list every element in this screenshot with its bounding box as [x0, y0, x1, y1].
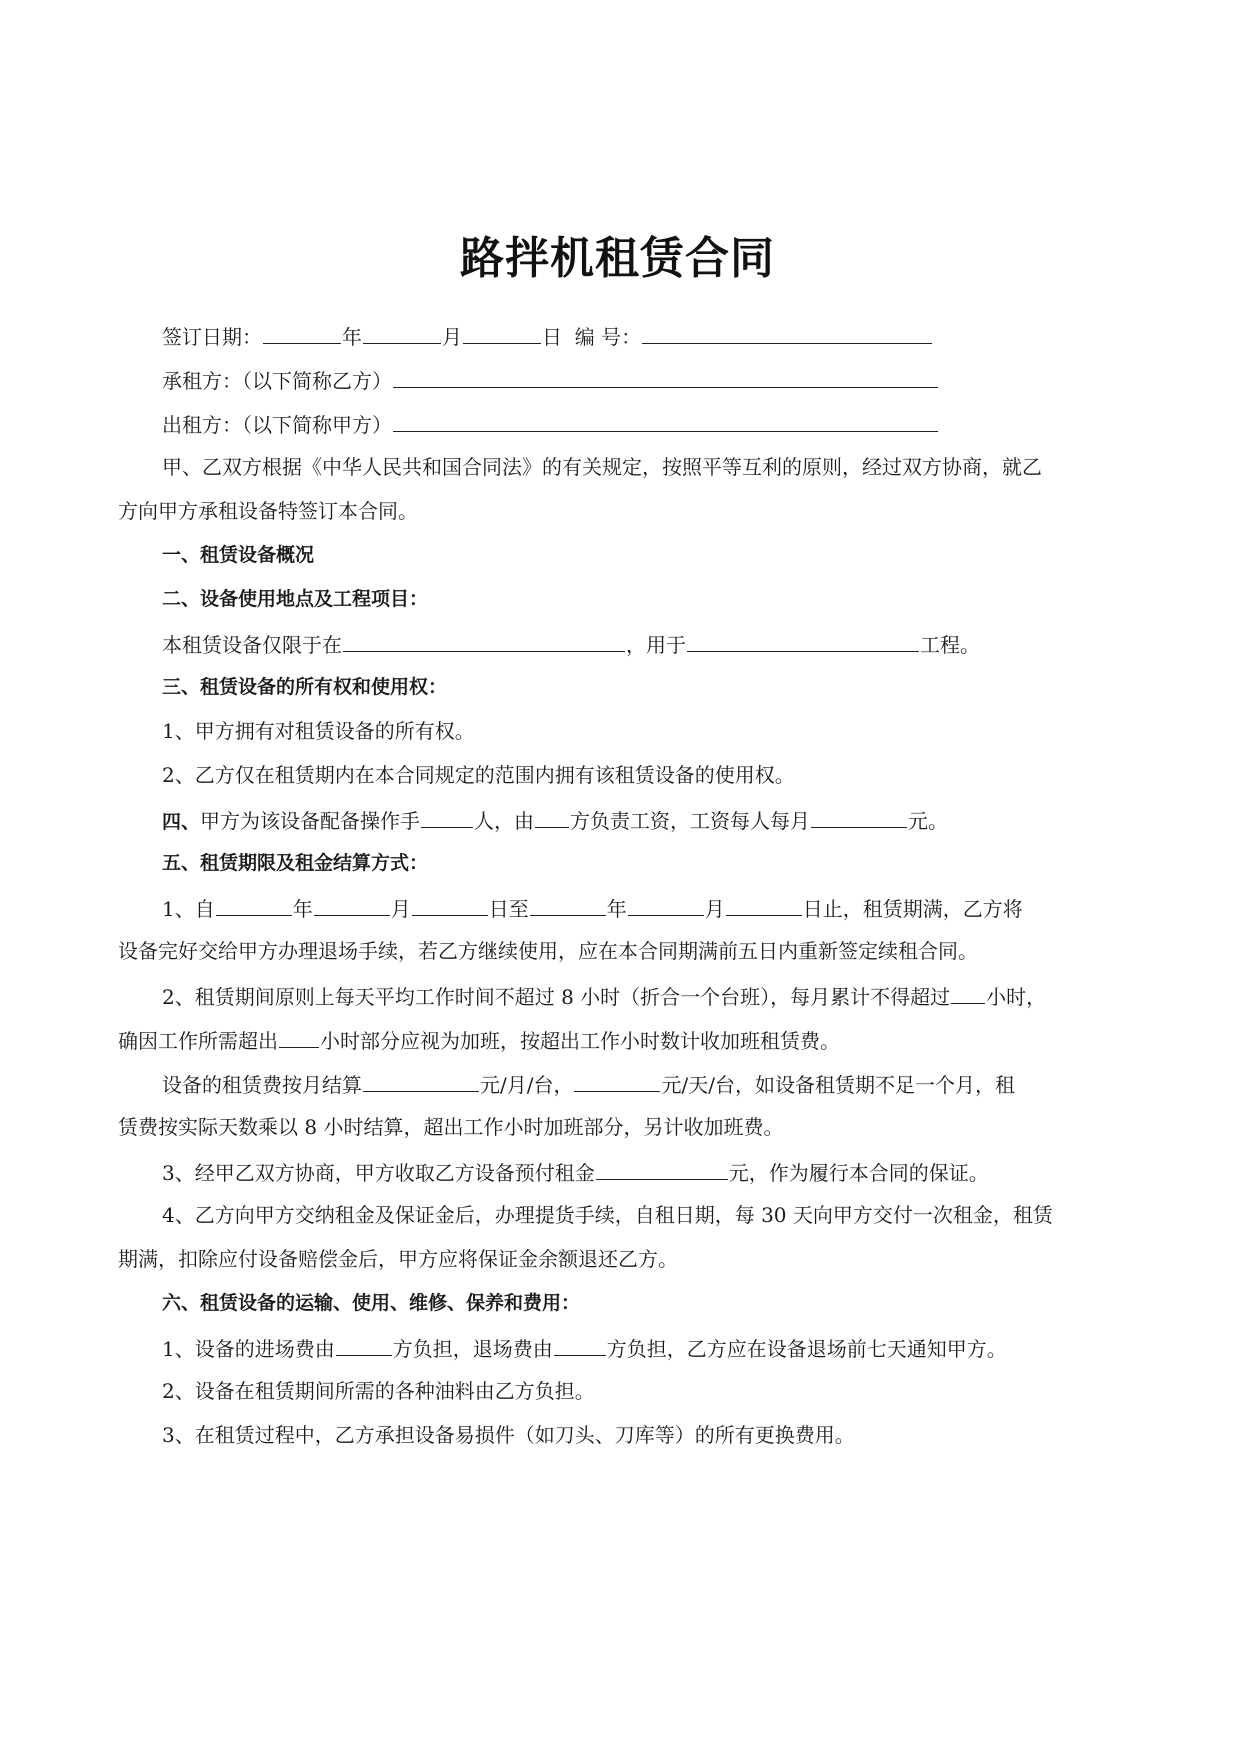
overtime-text: 小时部分应视为加班，按超出工作小时数计收加班租赁费。 [320, 1029, 840, 1053]
hours-limit-label: 2、租赁期间原则上每天平均工作时间不超过 8 小时（折合一个台班），每月累计不得超过 [162, 985, 951, 1009]
section-3-item-2: 2、乙方仅在租赁期内在本合同规定的范围内拥有该租赁设备的使用权。 [162, 763, 795, 787]
exit-fee-party-blank[interactable] [554, 1333, 606, 1356]
monthly-fee-label: 设备的租赁费按月结算 [162, 1073, 362, 1097]
start-day-blank[interactable] [412, 893, 488, 916]
exit-fee-label: 方负担，退场费由 [392, 1337, 553, 1361]
section-5-item-1-cont: 设备完好交给甲方办理退场手续，若乙方继续使用，应在本合同期满前五日内重新签定续租合同。 [118, 939, 978, 963]
section-5-item-4: 4、乙方向甲方交纳租金及保证金后，办理提货手续，自租日期，每 30 天向甲方交付一次租金，租赁 [162, 1203, 1053, 1227]
lessee-label: 承租方：（以下简称乙方） [162, 369, 392, 393]
number-label: 编 号： [574, 325, 642, 349]
year-blank[interactable] [263, 321, 341, 344]
monthly-hours-blank[interactable] [951, 981, 985, 1004]
section-4-text [162, 805, 948, 836]
sign-date-label: 签订日期： [162, 325, 262, 349]
end-year-blank[interactable] [530, 893, 606, 916]
start-month-label: 月 [390, 897, 411, 921]
hours-unit: 小时， [986, 985, 1047, 1009]
lessee-blank[interactable] [393, 365, 938, 388]
daily-fee-unit: 元/天/台，如设备租赁期不足一个月，租 [661, 1073, 1015, 1097]
monthly-fee-unit: 元/月/台， [480, 1073, 574, 1097]
section-5-item-4-cont: 期满，扣除应付设备赔偿金后，甲方应将保证金余额退还乙方。 [118, 1247, 678, 1271]
section-1-heading: 一、租赁设备概况 [162, 544, 315, 566]
end-month-blank[interactable] [628, 893, 704, 916]
year-label: 年 [342, 325, 362, 349]
monthly-fee-blank[interactable] [363, 1069, 479, 1092]
section-4-number: 四、 [162, 811, 201, 833]
lessee-line [162, 365, 939, 395]
section-3-item-1: 1、甲方拥有对租赁设备的所有权。 [162, 719, 475, 743]
deposit-label: 3、经甲乙双方协商，甲方收取乙方设备预付租金 [162, 1161, 595, 1185]
end-day-blank[interactable] [726, 893, 802, 916]
end-month-label: 月 [704, 897, 725, 921]
operator-label: 甲方为该设备配备操作手 [200, 809, 421, 833]
overtime-label: 确因工作所需超出 [118, 1029, 278, 1053]
section-6-item-3: 3、在租赁过程中，乙方承担设备易损件（如刀头、刀库等）的所有更换费用。 [162, 1423, 855, 1447]
wage-unit: 元。 [908, 809, 949, 833]
period-to-label: 日至 [488, 897, 529, 921]
intro-line-2: 方向甲方承租设备特签订本合同。 [118, 499, 418, 523]
day-blank[interactable] [463, 321, 541, 344]
wage-party-label: 人，由 [474, 809, 535, 833]
intro-line-1: 甲、乙双方根据《中华人民共和国合同法》的有关规定，按照平等互利的原则，经过双方协商，就乙 [162, 455, 1042, 479]
month-label: 月 [442, 325, 462, 349]
section-2-heading: 二、设备使用地点及工程项目： [162, 588, 429, 610]
section-6-item-2: 2、设备在租赁期间所需的各种油料由乙方负担。 [162, 1379, 595, 1403]
period-end-label: 日止，租赁期满，乙方将 [802, 897, 1023, 921]
number-blank[interactable] [642, 321, 932, 344]
lessor-blank[interactable] [393, 409, 938, 432]
daily-fee-blank[interactable] [574, 1069, 660, 1092]
month-blank[interactable] [363, 321, 441, 344]
section-6-heading: 六、租赁设备的运输、使用、维修、保养和费用： [162, 1292, 581, 1314]
exit-notice-text: 方负担，乙方应在设备退场前七天通知甲方。 [606, 1337, 1007, 1361]
wage-amount-blank[interactable] [811, 805, 907, 828]
section-5-fee [162, 1069, 1015, 1099]
day-label: 日 [542, 325, 562, 349]
overtime-hours-blank[interactable] [279, 1025, 319, 1048]
location-label: 本租赁设备仅限于在 [162, 633, 342, 657]
project-label: ，用于 [626, 633, 686, 657]
section-5-fee-cont: 赁费按实际天数乘以 8 小时结算，超出工作小时加班部分，另计收加班费。 [118, 1115, 784, 1139]
deposit-blank[interactable] [596, 1157, 728, 1180]
period-from-label: 1、自 [162, 897, 215, 921]
start-year-label: 年 [292, 897, 313, 921]
section-5-item-2 [162, 981, 1046, 1011]
location-blank[interactable] [343, 629, 625, 652]
entry-fee-party-blank[interactable] [336, 1333, 392, 1356]
end-year-label: 年 [606, 897, 627, 921]
project-suffix: 工程。 [920, 633, 980, 657]
section-2-text [162, 629, 980, 659]
section-5-item-1 [162, 893, 1023, 923]
wage-party-blank[interactable] [535, 805, 569, 828]
section-5-heading: 五、租赁期限及租金结算方式： [162, 852, 429, 874]
operator-count-blank[interactable] [421, 805, 473, 828]
entry-fee-label: 1、设备的进场费由 [162, 1337, 335, 1361]
section-5-item-3 [162, 1157, 989, 1187]
section-3-heading: 三、租赁设备的所有权和使用权： [162, 676, 448, 698]
document-title: 路拌机租赁合同 [460, 233, 775, 284]
lessor-line [162, 409, 939, 439]
section-6-item-1 [162, 1333, 1007, 1363]
section-5-item-2-cont [118, 1025, 840, 1055]
deposit-suffix: 元，作为履行本合同的保证。 [728, 1161, 989, 1185]
lessor-label: 出租方：（以下简称甲方） [162, 413, 392, 437]
start-month-blank[interactable] [314, 893, 390, 916]
start-year-blank[interactable] [216, 893, 292, 916]
project-blank[interactable] [687, 629, 919, 652]
sign-date-line [162, 321, 933, 351]
wage-amount-label: 方负责工资，工资每人每月 [570, 809, 811, 833]
